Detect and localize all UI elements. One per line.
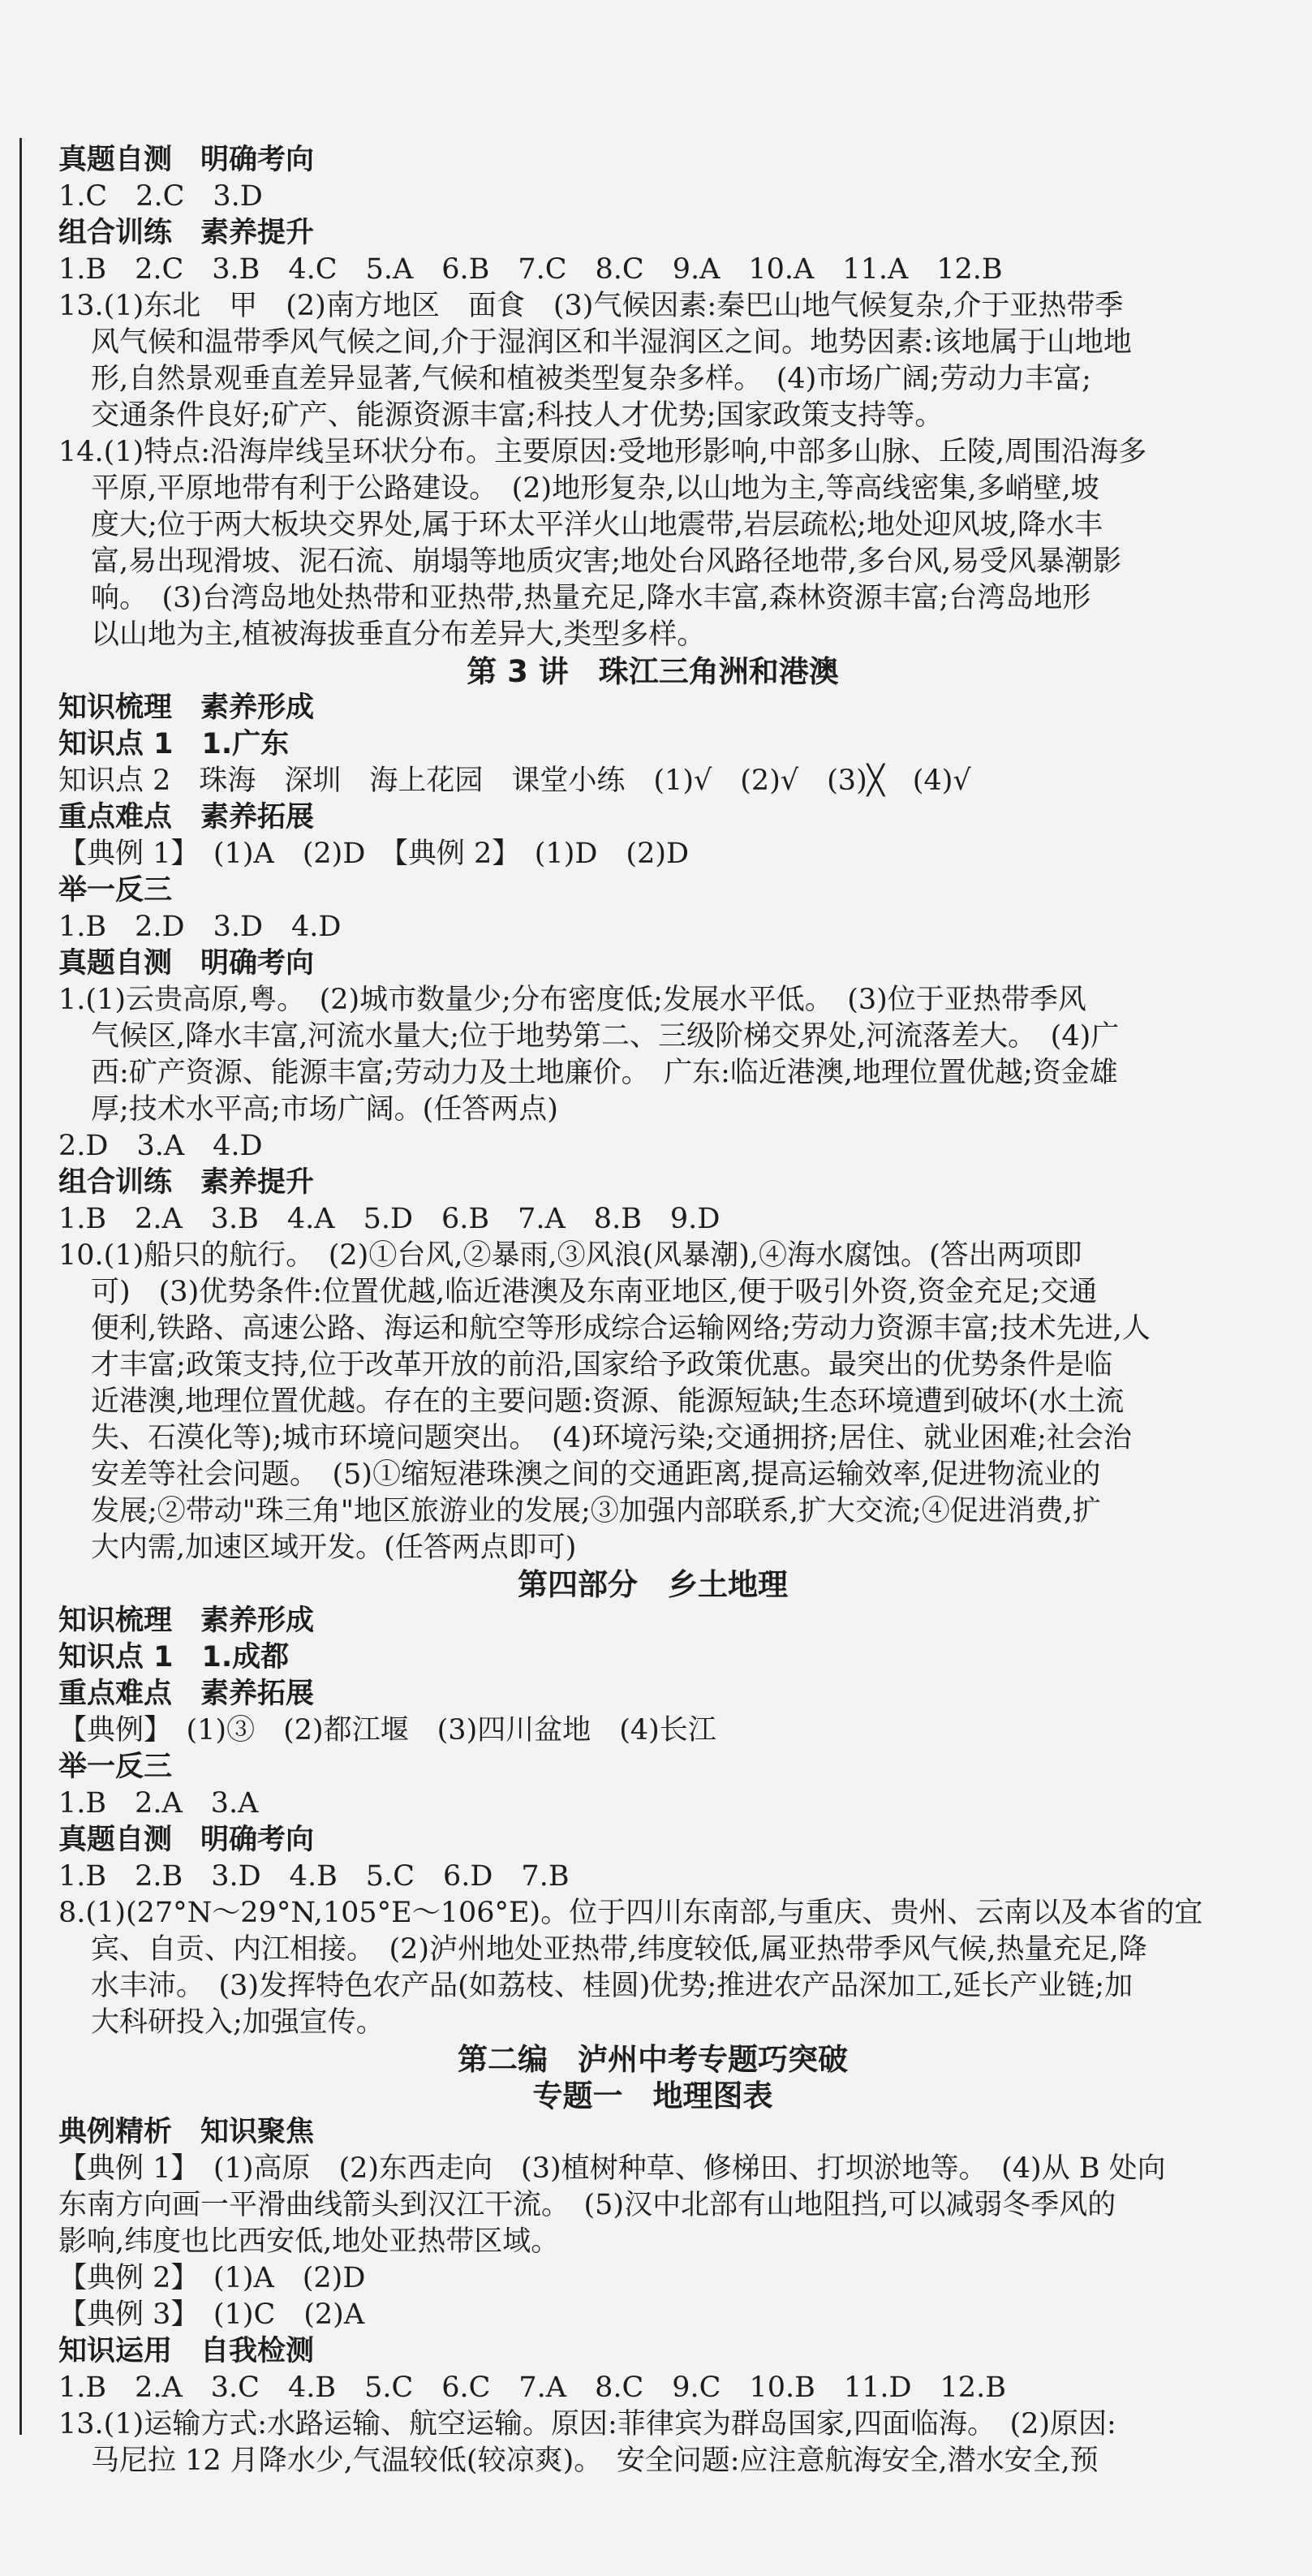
subsection-heading: 知识梳理 素养形成 — [58, 1605, 315, 1637]
answer-line: 13.(1)东北 甲 (2)南方地区 面食 (3)气候因素:秦巴山地气候复杂,介于亚热带季 — [58, 290, 1124, 322]
answer-line: 发展;②带动"珠三角"地区旅游业的发展;③加强内部联系,扩大交流;④促进消费,扩 — [91, 1495, 1101, 1527]
answer-line: 气候区,降水丰富,河流水量大;位于地势第二、三级阶梯交界处,河流落差大。 (4)广 — [91, 1020, 1120, 1053]
answer-line: 影响,纬度也比西安低,地处亚热带区域。 — [58, 2225, 560, 2258]
answer-line: 1.B 2.A 3.C 4.B 5.C 6.C 7.A 8.C 9.C 10.B 11.D 12.B — [58, 2371, 1006, 2404]
subsection-heading: 典例精析 知识聚焦 — [58, 2116, 315, 2148]
subsection-heading: 重点难点 素养拓展 — [58, 801, 315, 834]
answer-line: 1.C 2.C 3.D — [58, 180, 263, 213]
section-heading: 第二编 泸州中考专题巧突破 — [458, 2042, 848, 2077]
subsection-heading: 知识点 1 1.广东 — [58, 728, 290, 760]
answer-line: 安差等社会问题。 (5)①缩短港珠澳之间的交通距离,提高运输效率,促进物流业的 — [91, 1458, 1101, 1491]
answer-line: 失、石漠化等);城市环境问题突出。 (4)环境污染;交通拥挤;居住、就业困难;社会治 — [91, 1422, 1132, 1454]
answer-line: 知识点 2 珠海 深圳 海上花园 课堂小练 (1)√ (2)√ (3)╳ (4)√ — [58, 765, 971, 797]
answer-line: 1.B 2.C 3.B 4.C 5.A 6.B 7.C 8.C 9.A 10.A 11.A 12.B — [58, 253, 1003, 286]
answer-line: 形,自然景观垂直差异显著,气候和植被类型复杂多样。 (4)市场广阔;劳动力丰富; — [91, 363, 1091, 395]
answer-line: 大内需,加速区域开发。(任答两点即可) — [91, 1531, 577, 1564]
answer-line: 平原,平原地带有利于公路建设。 (2)地形复杂,以山地为主,等高线密集,多峭壁,坡 — [91, 472, 1099, 505]
subsection-heading: 真题自测 明确考向 — [58, 144, 315, 176]
subsection-heading: 知识点 1 1.成都 — [58, 1641, 290, 1674]
answer-line: 1.B 2.A 3.A — [58, 1787, 259, 1820]
answer-content — [58, 142, 1247, 2479]
answer-line: 【典例】 (1)③ (2)都江堰 (3)四川盆地 (4)长江 — [58, 1714, 716, 1747]
answer-line: 8.(1)(27°N～29°N,105°E～106°E)。位于四川东南部,与重庆、贵州、云南以及本省的宜 — [58, 1897, 1203, 1929]
answer-line: 宾、自贡、内江相接。 (2)泸州地处亚热带,纬度较低,属亚热带季风气候,热量充足,降 — [91, 1933, 1147, 1966]
answer-line: 马尼拉 12 月降水少,气温较低(较凉爽)。 安全问题:应注意航海安全,潜水安全,预 — [91, 2445, 1099, 2477]
answer-line: 1.B 2.D 3.D 4.D — [58, 911, 342, 943]
answer-line: 西:矿产资源、能源丰富;劳动力及土地廉价。 广东:临近港澳,地理位置优越;资金雄 — [91, 1057, 1118, 1089]
answer-line: 10.(1)船只的航行。 (2)①台风,②暴雨,③风浪(风暴潮),④海水腐蚀。(答出两项即 — [58, 1239, 1082, 1272]
answer-line: 1.(1)云贵高原,粤。 (2)城市数量少;分布密度低;发展水平低。 (3)位于亚热带季风 — [58, 984, 1086, 1016]
subsection-heading: 真题自测 明确考向 — [58, 947, 315, 980]
subsection-heading: 组合训练 素养提升 — [58, 1166, 315, 1199]
answer-line: 【典例 1】 (1)高原 (2)东西走向 (3)植树种草、修梯田、打坝淤地等。 (4)从 B 处向 — [58, 2152, 1166, 2185]
subsection-heading: 举一反三 — [58, 874, 173, 907]
subsection-heading: 真题自测 明确考向 — [58, 1824, 315, 1856]
answer-line: 水丰沛。 (3)发挥特色农产品(如荔枝、桂圆)优势;推进农产品深加工,延长产业链;加 — [91, 1970, 1133, 2002]
answer-line: 才丰富;政策支持,位于改革开放的前沿,国家给予政策优惠。最突出的优势条件是临 — [91, 1349, 1113, 1381]
answer-line: 富,易出现滑坡、泥石流、崩塌等地质灾害;地处台风路径地带,多台风,易受风暴潮影 — [91, 545, 1122, 578]
subsection-heading: 组合训练 素养提升 — [58, 217, 315, 249]
subsection-heading: 知识运用 自我检测 — [58, 2335, 315, 2367]
answer-line: 东南方向画一平滑曲线箭头到汉江干流。 (5)汉中北部有山地阻挡,可以减弱冬季风的 — [58, 2189, 1116, 2221]
section-heading: 专题一 地理图表 — [532, 2078, 773, 2113]
margin-rule — [19, 138, 22, 2435]
section-heading: 第四部分 乡土地理 — [518, 1567, 788, 1602]
answer-line: 【典例 3】 (1)C (2)A — [58, 2298, 365, 2331]
answer-line: 可) (3)优势条件:位置优越,临近港澳及东南亚地区,便于吸引外资,资金充足;交通 — [91, 1276, 1098, 1308]
answer-line: 便利,铁路、高速公路、海运和航空等形成综合运输网络;劳动力资源丰富;技术先进,人 — [91, 1312, 1151, 1345]
answer-line: 2.D 3.A 4.D — [58, 1130, 263, 1162]
answer-line: 14.(1)特点:沿海岸线呈环状分布。主要原因:受地形影响,中部多山脉、丘陵,周围沿海多 — [58, 436, 1147, 468]
answer-line: 风气候和温带季风气候之间,介于湿润区和半湿润区之间。地势因素:该地属于山地地 — [91, 326, 1132, 359]
answer-line: 厚;技术水平高;市场广阔。(任答两点) — [91, 1093, 558, 1126]
answer-line: 【典例 1】 (1)A (2)D 【典例 2】 (1)D (2)D — [58, 838, 690, 870]
answer-line: 交通条件良好;矿产、能源资源丰富;科技人才优势;国家政策支持等。 — [91, 399, 944, 432]
answer-line: 近港澳,地理位置优越。存在的主要问题:资源、能源短缺;生态环境遭到破坏(水土流 — [91, 1385, 1125, 1418]
answer-line: 【典例 2】 (1)A (2)D — [58, 2262, 366, 2294]
answer-line: 大科研投入;加强宣传。 — [91, 2006, 385, 2039]
answer-line: 1.B 2.A 3.B 4.A 5.D 6.B 7.A 8.B 9.D — [58, 1203, 721, 1235]
answer-line: 以山地为主,植被海拔垂直分布差异大,类型多样。 — [91, 618, 706, 651]
answer-line: 度大;位于两大板块交界处,属于环太平洋火山地震带,岩层疏松;地处迎风坡,降水丰 — [91, 509, 1103, 541]
answer-line: 响。 (3)台湾岛地处热带和亚热带,热量充足,降水丰富,森林资源丰富;台湾岛地形 — [91, 582, 1091, 614]
subsection-heading: 知识梳理 素养形成 — [58, 691, 315, 724]
answer-line: 13.(1)运输方式:水路运输、航空运输。原因:菲律宾为群岛国家,四面临海。 (2)原因: — [58, 2408, 1116, 2440]
subsection-heading: 重点难点 素养拓展 — [58, 1678, 315, 1710]
section-heading: 第 3 讲 珠江三角洲和港澳 — [467, 654, 839, 689]
answer-line: 1.B 2.B 3.D 4.B 5.C 6.D 7.B — [58, 1860, 570, 1893]
subsection-heading: 举一反三 — [58, 1751, 173, 1783]
